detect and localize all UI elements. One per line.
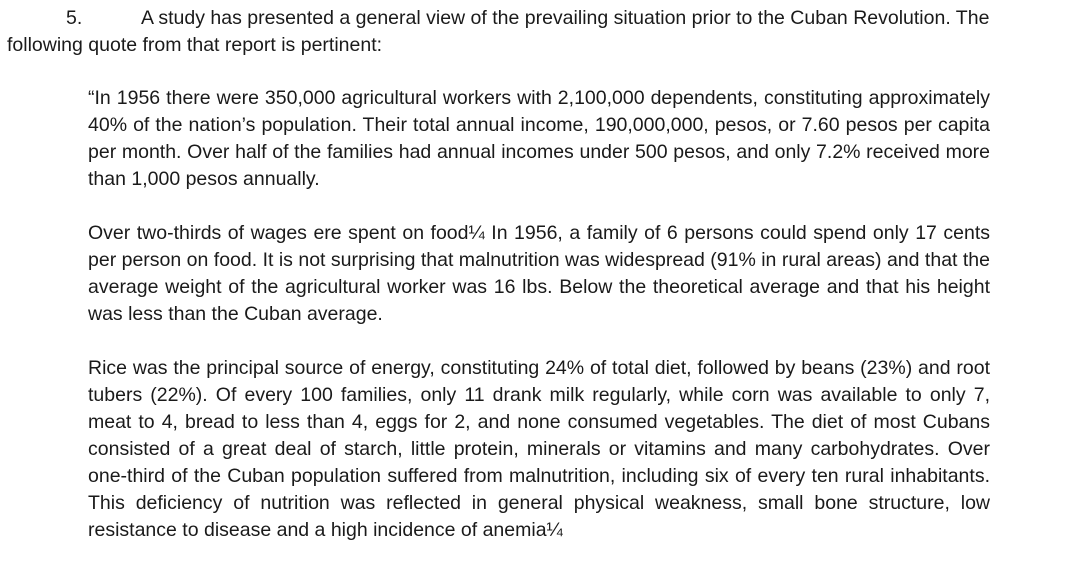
- intro-paragraph: [7, 5, 1075, 59]
- intro-text-line1: A study has presented a general view of the prevailing situation prior to the Cuban Revolution. The: [141, 7, 990, 29]
- quote-paragraph-diet: Rice was the principal source of energy, constituting 24% of total diet, followed by beans (23%) and root tubers (22%). Of every 100 families, only 11 drank milk regularly, while corn was available to only 7, meat to 4, bread to less than 4, eggs for 2, and none consumed vegetables. The diet of most Cubans consisted of a great deal of starch, little protein, minerals or vitamins and many carbohydrates. Over one-third of the Cuban population suffered from malnutrition, including six of every ten rural inhabitants. This deficiency of nutrition was reflected in general physical weakness, small bone structure, low resistance to disease and a high incidence of anemia¼: [88, 357, 990, 541]
- intro-first-line: [7, 5, 1075, 32]
- paragraph-number: 5.: [66, 7, 83, 29]
- intro-text-line2: following quote from that report is pertinent:: [7, 34, 383, 56]
- quote-paragraph-food: Over two-thirds of wages ere spent on food¼ In 1956, a family of 6 persons could spend only 17 cents per person on food. It is not surprising that malnutrition was widespread (91% in rural areas) and that the average weight of the agricultural worker was 16 lbs. Below the theoretical average and that his height was less than the Cuban average.: [88, 222, 990, 325]
- quote-paragraph-income: “In 1956 there were 350,000 agricultural workers with 2,100,000 dependents, constituting approximately 40% of the nation’s population. Their total annual income, 190,000,000, pesos, or 7.60 pesos per capita per month. Over half of the families had annual incomes under 500 pesos, and only 7.2% received more than 1,000 pesos annually.: [88, 87, 990, 190]
